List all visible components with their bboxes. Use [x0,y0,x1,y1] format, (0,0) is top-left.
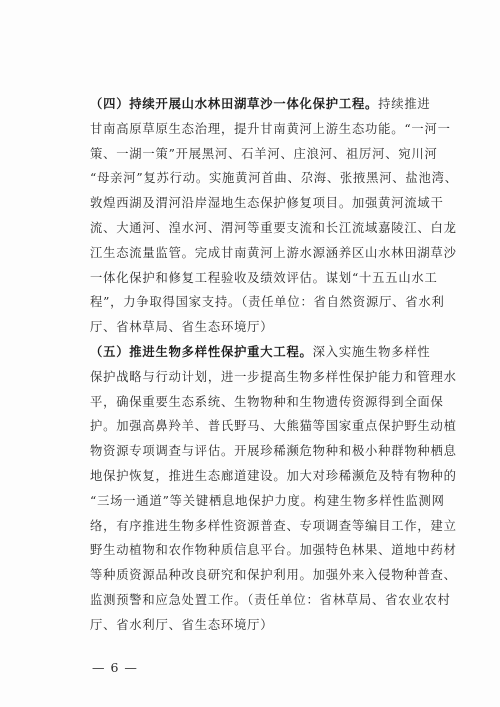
section4-line-5: 敦煌西湖及渭河沿岸湿地生态保护修复项目。加强黄河流域干 [90,196,444,211]
section4-line-6: 流、大通河、湟水河、渭河等重要支流和长江流域嘉陵江、白龙 [90,220,457,235]
section5-line-6: 地保护恢复，推进生态廊道建设。加大对珍稀濒危及特有物种的 [90,468,457,483]
body-text [90,92,458,638]
section4-line-10: 厅、省林草局、省生态环境厅） [90,320,274,335]
section5-line-5: 物资源专项调查与评估。开展珍稀濒危物种和极小种群物种栖息 [90,444,457,459]
section5-line-10: 等种质资源品种改良研究和保护利用。加强外来入侵物种普查、 [90,568,457,583]
section4-line-3: 策、一湖一策”开展黑河、石羊河、庄浪河、祖厉河、宛川河 [90,146,438,161]
section5-line-7: “三场一通道”等关键栖息地保护力度。构建生物多样性监测网 [90,493,445,508]
page-number: — 6 — [92,660,138,675]
section5-line-4: 护。加强高鼻羚羊、普氏野马、大熊猫等国家重点保护野生动植 [90,419,457,434]
section4-line-1: （四）持续开展山水林田湖草沙一体化保护工程。持续推进 [90,97,431,111]
section4-line-4: “母亲河”复苏行动。实施黄河首曲、尕海、张掖黑河、盐池湾、 [90,171,458,186]
section5-line-12: 厅、省水利厅、省生态环境厅） [90,617,274,632]
section4-line-2: 甘南高原草原生态治理，提升甘南黄河上游生态功能。“一河一 [90,121,451,136]
section5-line-1: （五）推进生物多样性保护重大工程。深入实施生物多样性 [90,344,431,359]
section5-heading: （五）推进生物多样性保护重大工程。 [90,344,313,359]
section4-line-8: 一体化保护和修复工程验收及绩效评估。谋划“十五五山水工 [90,270,438,285]
section5-line-3: 平，确保重要生态系统、生物物种和生物遗传资源得到全面保 [90,394,444,409]
section5-line-11: 监测预警和应急处置工作。（责任单位：省林草局、省农业农村 [90,592,451,607]
section4-line-9: 程”，力争取得国家支持。（责任单位：省自然资源厅、省水利 [90,295,445,310]
section5-line-9: 野生动植物和农作物种质信息平台。加强特色林果、道地中药材 [90,543,457,558]
section5-line-8: 络，有序推进生物多样性资源普查、专项调查等编目工作，建立 [90,518,457,533]
section5-line-2: 保护战略与行动计划，进一步提高生物多样性保护能力和管理水 [90,369,457,384]
section4-line-7: 江生态流量监管。完成甘南黄河上游水源涵养区山水林田湖草沙 [90,245,457,260]
section4-heading: （四）持续开展山水林田湖草沙一体化保护工程。 [90,97,379,111]
